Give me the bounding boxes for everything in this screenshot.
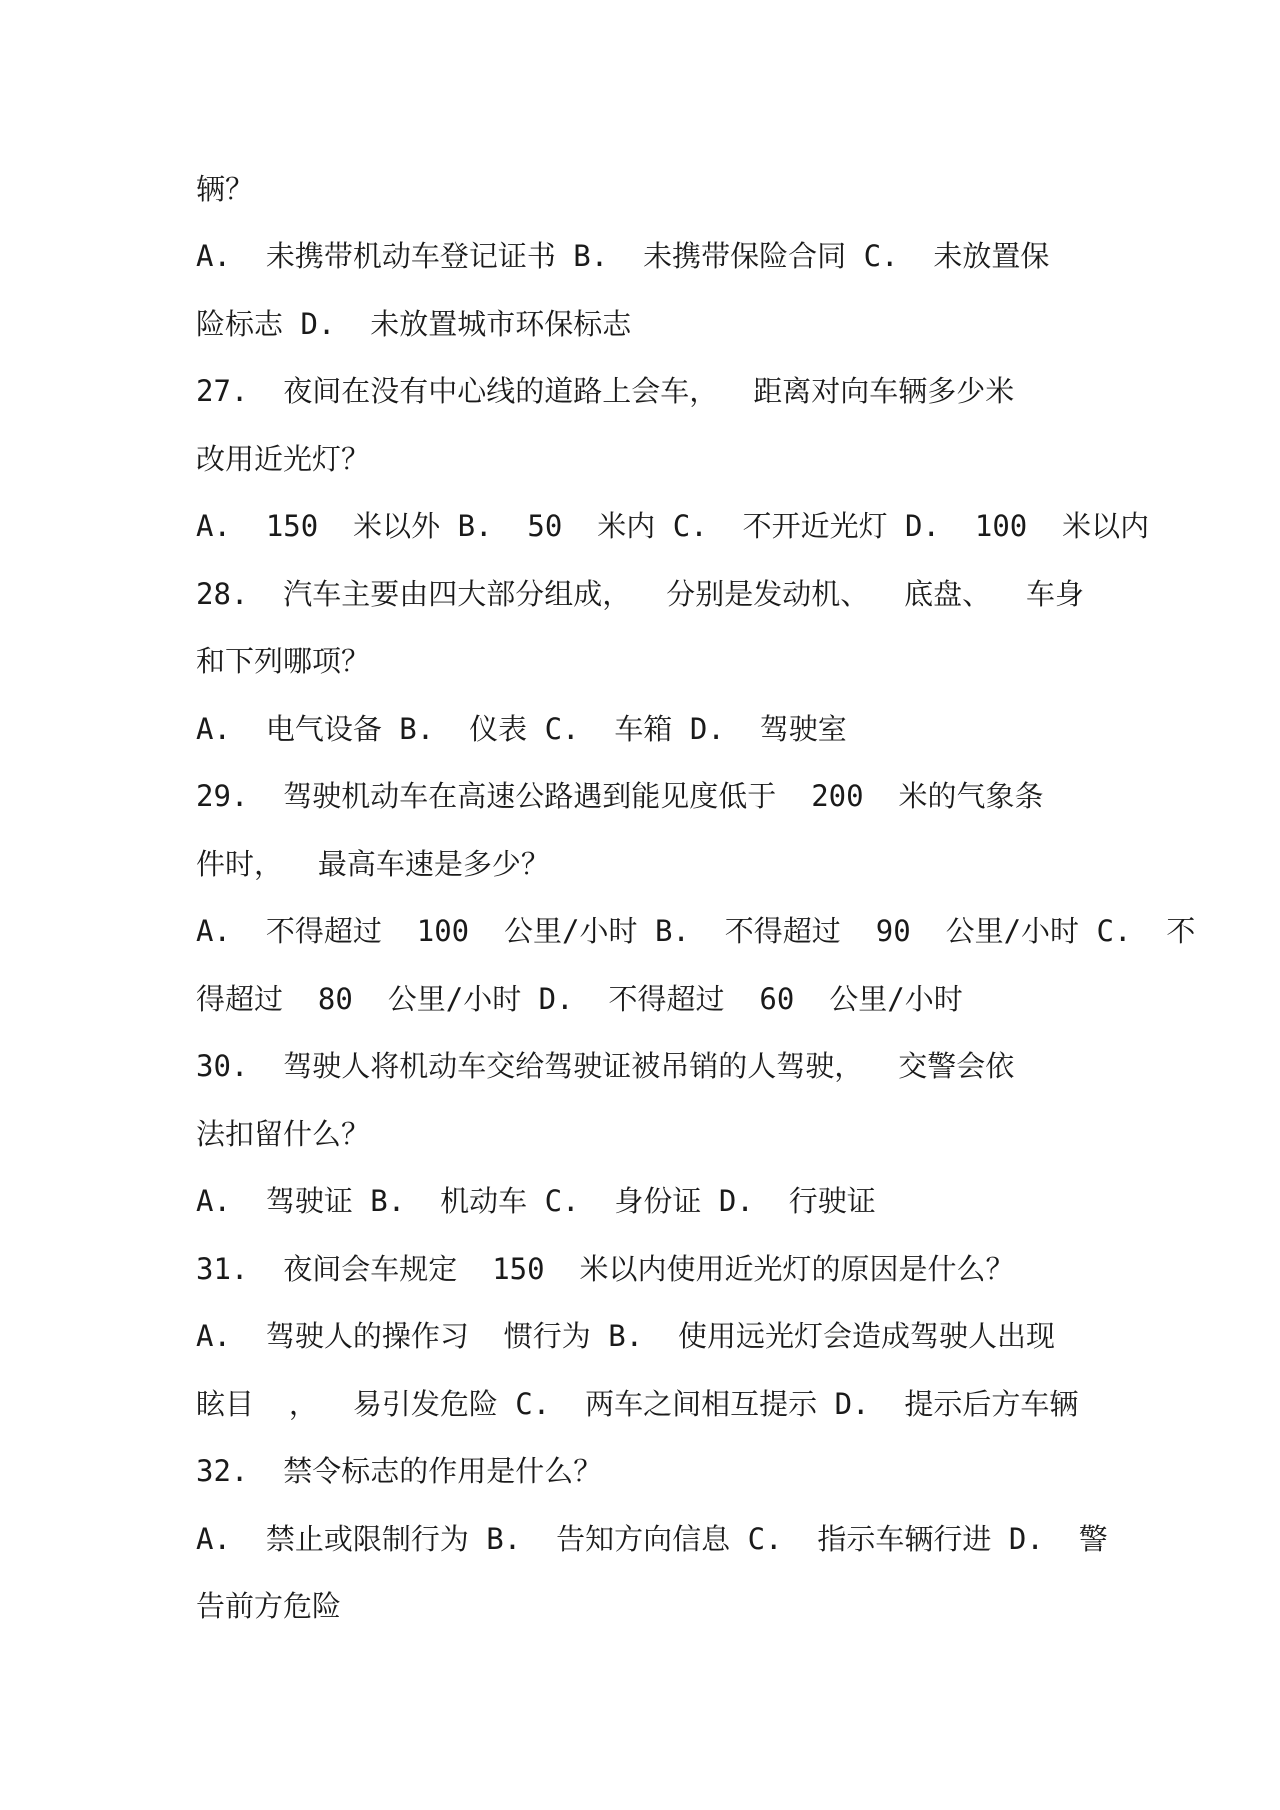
text-line: 30. 驾驶人将机动车交给驾驶证被吊销的人驾驶， 交警会依 xyxy=(196,1049,1015,1083)
text-line: 32. 禁令标志的作用是什么？ xyxy=(196,1454,603,1488)
text-line: 31. 夜间会车规定 150 米以内使用近光灯的原因是什么？ xyxy=(196,1252,1015,1286)
text-line: 件时， 最高车速是多少？ xyxy=(196,847,550,881)
text-line: 辆？ xyxy=(196,172,255,206)
text-line: 27. 夜间在没有中心线的道路上会车， 距离对向车辆多少米 xyxy=(196,374,1015,408)
text-line: 28. 汽车主要由四大部分组成， 分别是发动机、 底盘、 车身 xyxy=(196,577,1085,611)
text-line: 险标志 D. 未放置城市环保标志 xyxy=(196,307,632,341)
text-line: 改用近光灯？ xyxy=(196,442,371,476)
text-line: 和下列哪项？ xyxy=(196,644,371,678)
text-line: A. 驾驶人的操作习 惯行为 B. 使用远光灯会造成驾驶人出现 xyxy=(196,1319,1056,1353)
text-line: A. 150 米以外 B. 50 米内 C. 不开近光灯 D. 100 米以内 xyxy=(196,509,1150,543)
text-line: 法扣留什么？ xyxy=(196,1117,371,1151)
text-line: 眩目 ， 易引发危险 C. 两车之间相互提示 D. 提示后方车辆 xyxy=(196,1387,1079,1421)
text-line: A. 未携带机动车登记证书 B. 未携带保险合同 C. 未放置保 xyxy=(196,239,1050,273)
text-line: 29. 驾驶机动车在高速公路遇到能见度低于 200 米的气象条 xyxy=(196,779,1044,813)
text-line: A. 驾驶证 B. 机动车 C. 身份证 D. 行驶证 xyxy=(196,1184,876,1218)
text-line: A. 电气设备 B. 仪表 C. 车箱 D. 驾驶室 xyxy=(196,712,847,746)
text-line: 得超过 80 公里/小时 D. 不得超过 60 公里/小时 xyxy=(196,982,963,1016)
text-line: A. 禁止或限制行为 B. 告知方向信息 C. 指示车辆行进 D. 警 xyxy=(196,1522,1108,1556)
text-line: 告前方危险 xyxy=(196,1589,342,1623)
text-line: A. 不得超过 100 公里/小时 B. 不得超过 90 公里/小时 C. 不 xyxy=(196,914,1196,948)
